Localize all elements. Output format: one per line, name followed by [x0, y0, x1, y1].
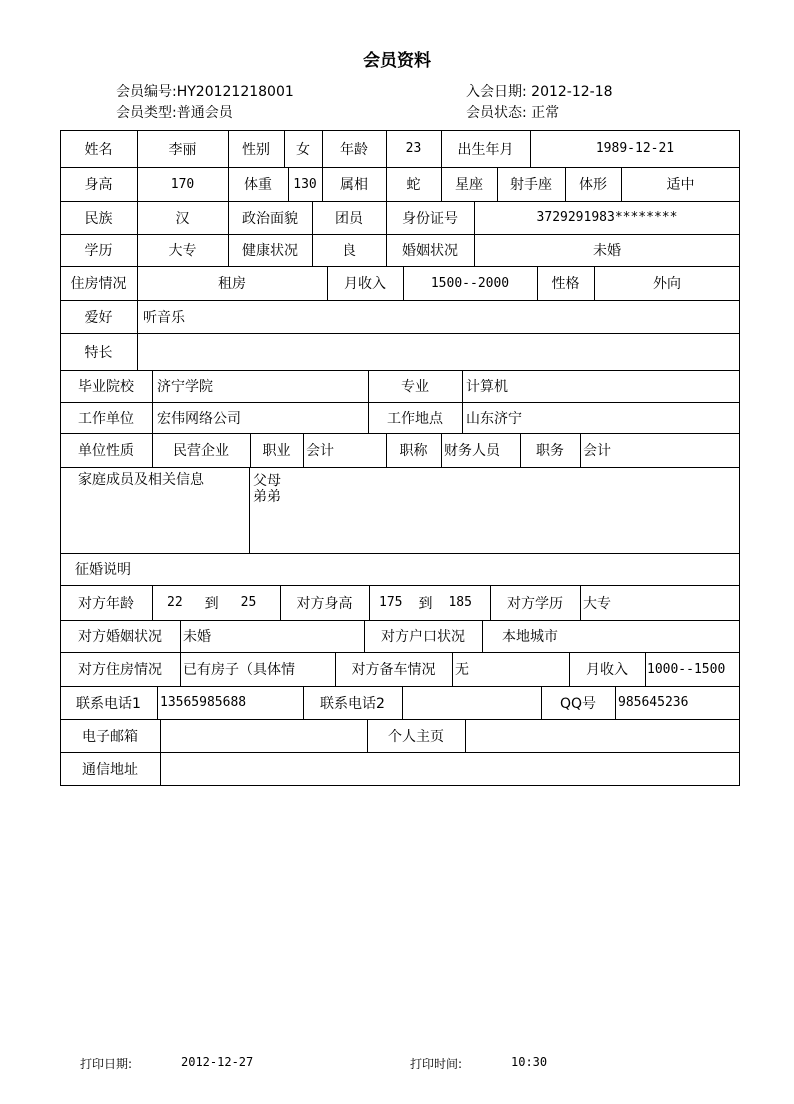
school-label: 毕业院校 [78, 379, 134, 395]
body-value: 适中 [666, 177, 695, 193]
email-value [160, 719, 367, 752]
email-label: 电子邮箱 [82, 728, 138, 745]
skill-value [137, 333, 740, 370]
body-label: 体形 [579, 177, 607, 193]
work-unit-label: 工作单位 [78, 410, 134, 427]
partner-housing-value: 已有房子（具体情 [183, 662, 295, 678]
health-value: 良 [342, 243, 356, 259]
post-value: 会计 [583, 443, 611, 459]
partner-height-label: 对方身高 [296, 595, 353, 612]
weight-label: 体重 [244, 177, 272, 193]
family-member-2: 弟弟 [253, 489, 281, 505]
weight-value: 130 [293, 176, 317, 192]
partner-age-from: 22 [167, 595, 183, 610]
partner-height-to: 185 [448, 595, 472, 610]
zodiac-value: 蛇 [406, 177, 421, 193]
address-value [160, 752, 740, 786]
row-partner-age-height [60, 585, 740, 620]
partner-income-value: 1000--1500 [647, 661, 726, 677]
partner-age-to: 25 [240, 595, 257, 610]
print-time-value: 10:30 [511, 1055, 548, 1069]
work-unit-value: 宏伟网络公司 [157, 410, 241, 427]
partner-edu-label: 对方学历 [507, 595, 563, 612]
row-job [60, 433, 740, 467]
marital-label: 婚姻状况 [402, 243, 458, 259]
partner-marital-label: 对方婚姻状况 [78, 629, 162, 645]
id-value: 3729291983******** [536, 210, 678, 225]
row-physical [60, 167, 740, 201]
address-label: 通信地址 [82, 762, 138, 778]
school-value: 济宁学院 [157, 379, 213, 395]
occupation-label: 职业 [262, 443, 291, 459]
family-member-1: 父母 [253, 473, 281, 489]
name-label: 姓名 [84, 141, 113, 158]
page-title: 会员资料 [363, 51, 431, 71]
age-value: 23 [405, 141, 422, 156]
major-value: 计算机 [466, 379, 508, 395]
nation-value: 汉 [175, 210, 190, 227]
row-hobby [60, 300, 740, 333]
partner-car-value: 无 [455, 662, 469, 678]
family-label-text: 家庭成员及相关信息 [78, 472, 204, 488]
row-family [60, 467, 740, 553]
character-label: 性格 [551, 276, 580, 292]
housing-label: 住房情况 [70, 276, 127, 292]
gender-label: 性别 [242, 141, 270, 158]
row-education [60, 234, 740, 266]
partner-edu-value: 大专 [583, 595, 611, 612]
member-type: 会员类型:普通会员 [116, 105, 233, 121]
health-label: 健康状况 [242, 243, 298, 259]
politics-value: 团员 [335, 210, 363, 227]
star-label: 星座 [455, 177, 483, 193]
hobby-value: 听音乐 [143, 309, 185, 326]
job-title-label: 职称 [399, 443, 428, 459]
work-place-label: 工作地点 [387, 410, 443, 427]
partner-hukou-value: 本地城市 [502, 629, 558, 645]
height-label: 身高 [84, 177, 113, 193]
homepage-label: 个人主页 [388, 728, 444, 745]
edu-label: 学历 [84, 243, 113, 259]
partner-marital-value: 未婚 [183, 629, 211, 645]
partner-height-to-label: 到 [418, 595, 433, 612]
housing-value: 租房 [218, 276, 246, 292]
work-place-value: 山东济宁 [466, 410, 522, 427]
phone1-value: 13565985688 [160, 695, 247, 710]
post-label: 职务 [536, 443, 564, 459]
partner-car-label: 对方备车情况 [351, 662, 436, 678]
row-partner-marital [60, 620, 740, 652]
birth-value: 1989-12-21 [595, 141, 675, 156]
major-label: 专业 [401, 379, 429, 395]
family-value [249, 467, 740, 553]
partner-age-to-label: 到 [204, 595, 219, 612]
id-label: 身份证号 [402, 210, 458, 227]
height-value: 170 [170, 176, 195, 192]
row-basic-info [60, 130, 740, 167]
row-skill [60, 333, 740, 370]
partner-hukou-label: 对方户口状况 [381, 629, 465, 645]
hobby-label: 爱好 [84, 309, 113, 326]
zodiac-label: 属相 [340, 177, 368, 193]
phone2-value [402, 686, 541, 719]
partner-age-range [152, 585, 280, 620]
partner-age-label: 对方年龄 [78, 595, 134, 612]
phone2-label: 联系电话2 [320, 695, 385, 712]
row-identity [60, 201, 740, 234]
row-email [60, 719, 740, 752]
row-address [60, 752, 740, 786]
requirements-label: 征婚说明 [75, 562, 131, 578]
row-partner-housing [60, 652, 740, 686]
income-value: 1500--2000 [430, 275, 510, 291]
partner-income-label: 月收入 [586, 662, 628, 678]
row-work [60, 402, 740, 433]
print-time-label: 打印时间: [410, 1057, 463, 1071]
qq-label: QQ号 [559, 695, 597, 712]
star-value: 射手座 [510, 177, 552, 193]
unit-nature-label: 单位性质 [78, 443, 134, 459]
row-requirements [60, 553, 740, 585]
politics-label: 政治面貌 [242, 210, 298, 227]
gender-value: 女 [296, 141, 310, 158]
join-date: 入会日期: 2012-12-18 [466, 84, 613, 100]
edu-value: 大专 [168, 243, 197, 259]
row-housing [60, 266, 740, 300]
row-school [60, 370, 740, 402]
character-value: 外向 [653, 276, 681, 292]
phone1-label: 联系电话1 [76, 695, 141, 712]
qq-value: 985645236 [618, 695, 689, 710]
job-title-value: 财务人员 [444, 443, 500, 459]
marital-value: 未婚 [593, 243, 621, 259]
name-value: 李丽 [168, 141, 197, 158]
unit-nature-value: 民营企业 [173, 443, 229, 459]
age-label: 年龄 [340, 141, 368, 158]
partner-height-from: 175 [379, 595, 403, 610]
homepage-value [465, 719, 740, 752]
row-contact [60, 686, 740, 719]
partner-housing-label: 对方住房情况 [78, 662, 162, 678]
print-date-value: 2012-12-27 [181, 1055, 254, 1069]
income-label: 月收入 [344, 276, 386, 292]
partner-height-range [369, 585, 490, 620]
occupation-value: 会计 [306, 443, 334, 459]
birth-label: 出生年月 [457, 141, 514, 158]
member-number: 会员编号:HY20121218001 [116, 84, 294, 100]
nation-label: 民族 [84, 210, 113, 227]
member-status: 会员状态: 正常 [466, 105, 560, 121]
family-label [60, 467, 249, 553]
skill-label: 特长 [84, 344, 113, 361]
print-date-label: 打印日期: [80, 1057, 133, 1071]
